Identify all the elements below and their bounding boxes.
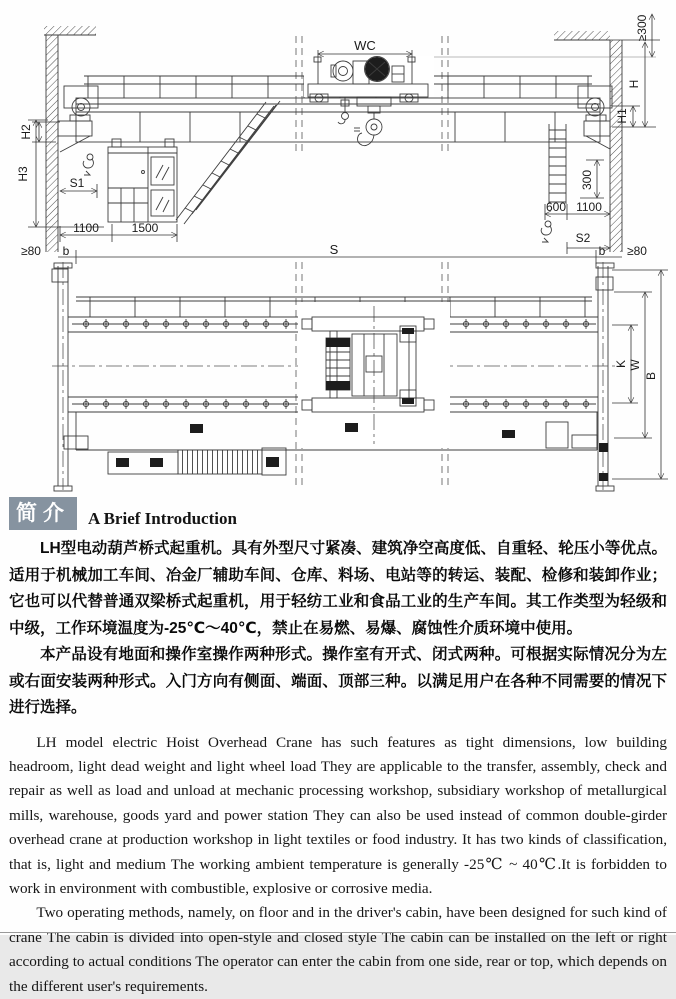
introduction-section	[0, 492, 676, 999]
hoist-motor	[365, 57, 390, 82]
dim-label-b-left: b	[62, 244, 70, 258]
intro-en-paragraph-1: LH model electric Hoist Overhead Crane has such features as tight dimensions, low building headroom, light dead weight and light wheel load They are applicable to the transfer, assembly, check and repair as well as load and unload at mechanic processing workshop, subsidiary workshop of metallurgical mills, warehouse, goods yard and power station They can also be used instead of common double-girder overhead crane at production workshop in light textiles or food industry. It has two kinds of classification, that is, light and medium The working ambient temperature is generally -25℃ ~ 40℃.It is forbidden to work in environment with combustible, explosive or corrosive media.	[9, 733, 667, 897]
wall-left	[46, 35, 58, 252]
dim-label-h1: H1	[615, 108, 629, 124]
operator-cab	[108, 139, 177, 222]
intro-zh-paragraph-2: 本产品设有地面和操作室操作两种形式。操作室有开式、闭式两种。可根据实际情况分为左或右面安装两种形式。入门方向有侧面、端面、顶部三种。以满足用户在各种不同需要的情况下进行选择。	[9, 646, 667, 716]
intro-en-paragraph-2: Two operating methods, namely, on floor and in the driver's cabin, have been designed for such kind of crane The cabin is divided into open-style and closed style The cabin can be installed on the left or right according to actual conditions The operator can enter the cabin from one side, rear or top, which depends on the different user's requirements.	[9, 904, 667, 995]
dim-s1	[60, 176, 97, 198]
end-carriage-right	[572, 262, 614, 491]
dim-h1	[612, 106, 640, 127]
cab-window-lower	[151, 190, 174, 216]
dim-label-w: W	[628, 359, 642, 371]
crane-front-elevation-drawing	[0, 2, 676, 260]
crane-plan-view-drawing	[0, 258, 676, 494]
dim-label-1500: 1500	[131, 221, 159, 235]
dim-1100-1500	[60, 221, 177, 242]
dim-ge300	[635, 14, 652, 57]
stairs	[176, 101, 280, 224]
dim-label-1100-right: 1100	[576, 200, 602, 214]
section-badge-zh	[9, 497, 77, 530]
page-bottom-rule	[0, 932, 676, 933]
cab-platform-plan	[108, 448, 286, 475]
ceiling-left	[44, 26, 96, 35]
cab-window-upper	[151, 157, 174, 185]
end-carriage-left	[52, 262, 88, 491]
electric-panel	[546, 422, 568, 448]
dim-label-ge80-left: ≥80	[21, 244, 41, 258]
dim-label-s: S	[329, 242, 339, 257]
end-truck-right	[578, 86, 612, 149]
dim-label-h: H	[627, 79, 641, 89]
dim-label-s2: S2	[575, 231, 591, 245]
hook-symbol-left	[83, 154, 93, 175]
dim-label-ge80-right: ≥80	[627, 244, 647, 258]
trolley-plan	[298, 302, 450, 448]
dim-label-h3: H3	[16, 166, 30, 182]
dim-label-k: K	[614, 359, 628, 369]
dim-label-s1: S1	[69, 176, 85, 190]
section-title-zh: 简介	[16, 502, 70, 525]
dim-600-1100	[545, 200, 610, 220]
dim-label-h2: H2	[19, 124, 33, 140]
section-header	[9, 492, 667, 530]
hoist-trolley	[304, 56, 434, 146]
dim-label-300: 300	[580, 169, 594, 191]
dim-b	[612, 270, 668, 479]
dim-label-b-right: b	[598, 244, 606, 258]
dim-300-right	[580, 160, 604, 198]
dim-label-600: 600	[545, 200, 567, 214]
dim-label-wc: WC	[354, 38, 376, 53]
section-title-en: A Brief Introduction	[88, 509, 237, 528]
girder-stiffeners	[140, 112, 555, 142]
intro-zh-paragraph-1: LH型电动葫芦桥式起重机。具有外型尺寸紧凑、建筑净空高度低、自重轻、轮压小等优点。适用于机械加工车间、冶金厂辅助车间、仓库、料场、电站等的转运、装配、检修和装卸作业；它也可以代替普通双梁桥式起重机，用于轻纺工业和食品工业的生产车间。其工作类型为轻级和中级，工作环境温度为-25℃～40℃，禁止在易燃、易爆、腐蚀性介质环境中使用。	[9, 540, 667, 637]
dim-label-ge300: ≥300	[635, 14, 649, 42]
wall-right	[610, 40, 622, 252]
dim-label-1100-left: 1100	[73, 221, 99, 235]
dim-label-b: B	[644, 371, 658, 381]
wall-ladder	[549, 124, 566, 204]
hook-symbol-right	[541, 221, 551, 242]
